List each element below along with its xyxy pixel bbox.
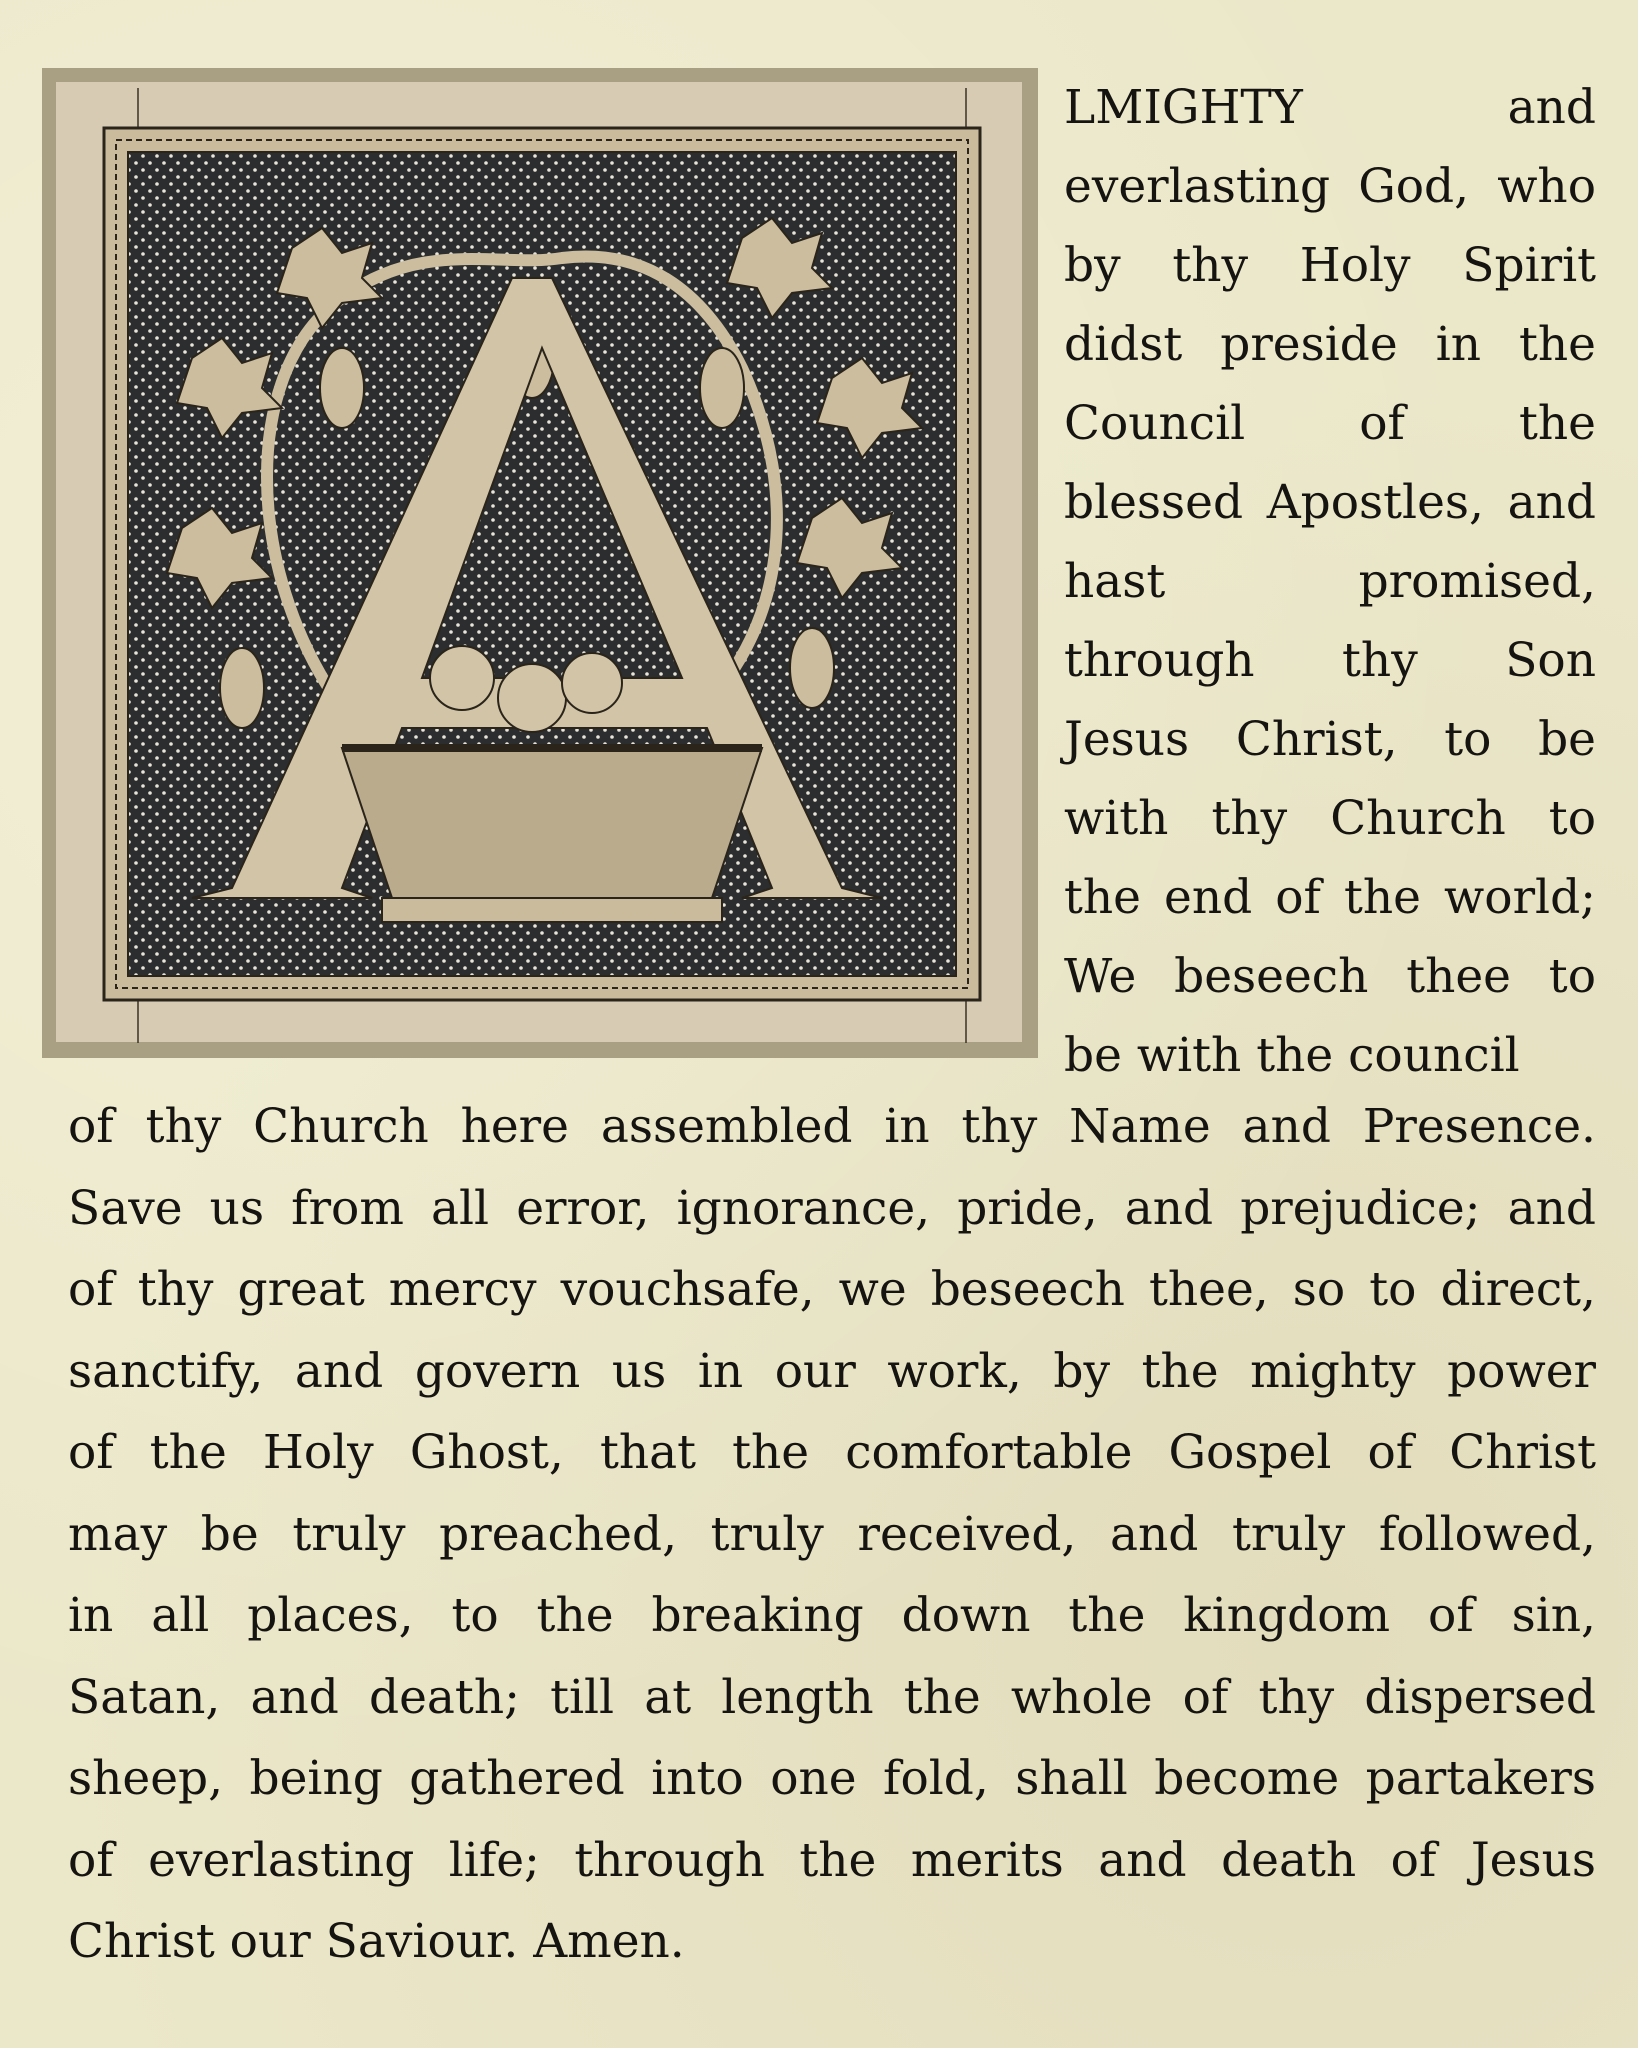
initial-wrapped-text [1064, 68, 1596, 1095]
text-line: through thy Son [1064, 633, 1596, 688]
text-line: the end of the world; [1064, 870, 1596, 925]
text-line: hast promised, [1064, 554, 1596, 609]
text-line: Satan, and death; till at length the whole of thy dispersed [68, 1669, 1596, 1725]
text-line: didst preside in the [1064, 317, 1596, 372]
text-line: sanctify, and govern us in our work, by the mighty power [68, 1343, 1596, 1399]
text-line: of thy great mercy vouchsafe, we beseech thee, so to direct, [68, 1262, 1596, 1317]
body-text [68, 1086, 1596, 1983]
text-line: everlasting God, who [1064, 159, 1596, 214]
text-line: blessed Apostles, and [1064, 475, 1596, 530]
text-line: Council of the [1064, 396, 1596, 451]
illuminated-initial [42, 68, 1038, 1058]
illuminated-initial-a-icon [42, 68, 1038, 1058]
text-line: We beseech thee to [1064, 949, 1596, 1004]
text-line: sheep, being gathered into one fold, shall become partakers [68, 1751, 1596, 1806]
text-line: Save us from all error, ignorance, pride, and prejudice; and [68, 1180, 1596, 1236]
text-line: of the Holy Ghost, that the comfortable Gospel of Christ [68, 1425, 1596, 1480]
text-line: by thy Holy Spirit [1064, 238, 1596, 293]
text-line: LMIGHTY and [1064, 80, 1596, 135]
text-line: Jesus Christ, to be [1064, 712, 1596, 767]
text-line: may be truly preached, truly received, and truly followed, [68, 1506, 1596, 1562]
text-line: of thy Church here assembled in thy Name and Presence. [68, 1099, 1596, 1154]
text-line: Christ our Saviour. Amen. [68, 1914, 685, 1969]
text-line: of everlasting life; through the merits and death of Jesus [68, 1832, 1596, 1888]
text-line: be with the council [1064, 1028, 1520, 1083]
text-line: with thy Church to [1064, 791, 1596, 846]
text-line: in all places, to the breaking down the kingdom of sin, [68, 1588, 1596, 1643]
